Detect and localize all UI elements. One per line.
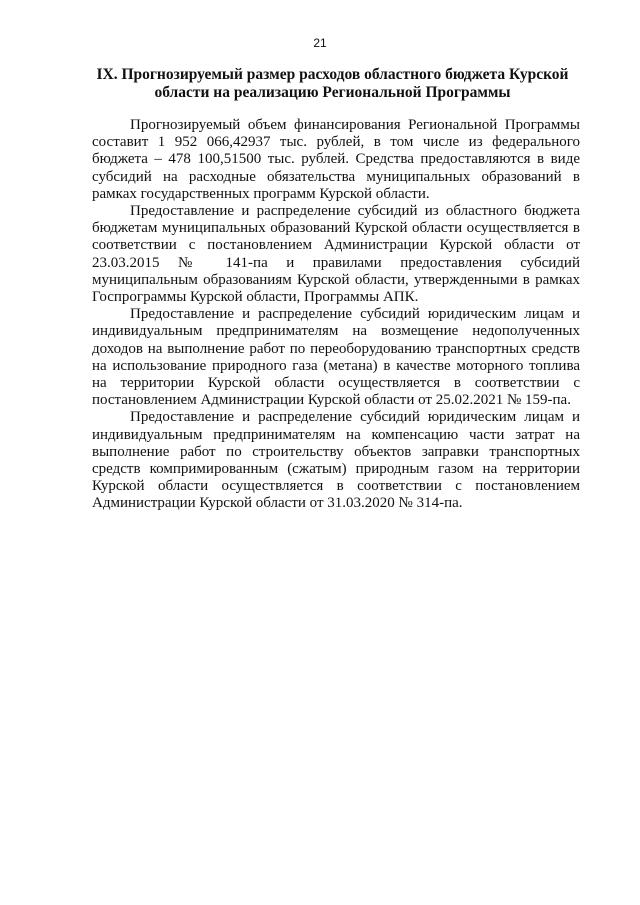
section-heading-line-2: области на реализацию Региональной Программы (154, 84, 511, 101)
paragraph-vehicle-conversion-subsidies: Предоставление и распределение субсидий юридическим лицам и индивидуальным предпринимателям на возмещение недополученных доходов на выполнение работ по переоборудованию транспортных средств на использование природного газа (метана) в качестве моторного топлива на территории Курской области осуществляется в соответствии с постановлением Администрации Курской области от 25.02.2021 № 159-па. (92, 306, 580, 409)
paragraph-gas-station-subsidies: Предоставление и распределение субсидий юридическим лицам и индивидуальным предпринимателям на компенсацию части затрат на выполнение работ по строительству объектов заправки транспортных средств компримированным (сжатым) природным газом на территории Курской области осуществляется в соответствии с постановлением Администрации Курской области от 31.03.2020 № 314-па. (92, 409, 580, 512)
paragraph-municipal-subsidies: Предоставление и распределение субсидий из областного бюджета бюджетам муниципальных образований Курской области осуществляется в соответствии с постановлением Администрации Курской области от 23.03.2015 № 141-па и правилами предоставления субсидий муниципальным образованиям Курской области, утвержденными в рамках Госпрограммы Курской области, Программы АПК. (92, 203, 580, 306)
page-number: 21 (313, 36, 327, 50)
body-text (92, 117, 580, 513)
paragraph-financing-volume: Прогнозируемый объем финансирования Региональной Программы составит 1 952 066,42937 тыс. рублей, в том числе из федерального бюджета – 478 100,51500 тыс. рублей. Средства предоставляются в виде субсидий на расходные обязательства муниципальных образований в рамках государственных программ Курской области. (92, 117, 580, 202)
section-heading (80, 66, 585, 102)
section-heading-line-1: IX. Прогнозируемый размер расходов областного бюджета Курской (96, 66, 569, 83)
